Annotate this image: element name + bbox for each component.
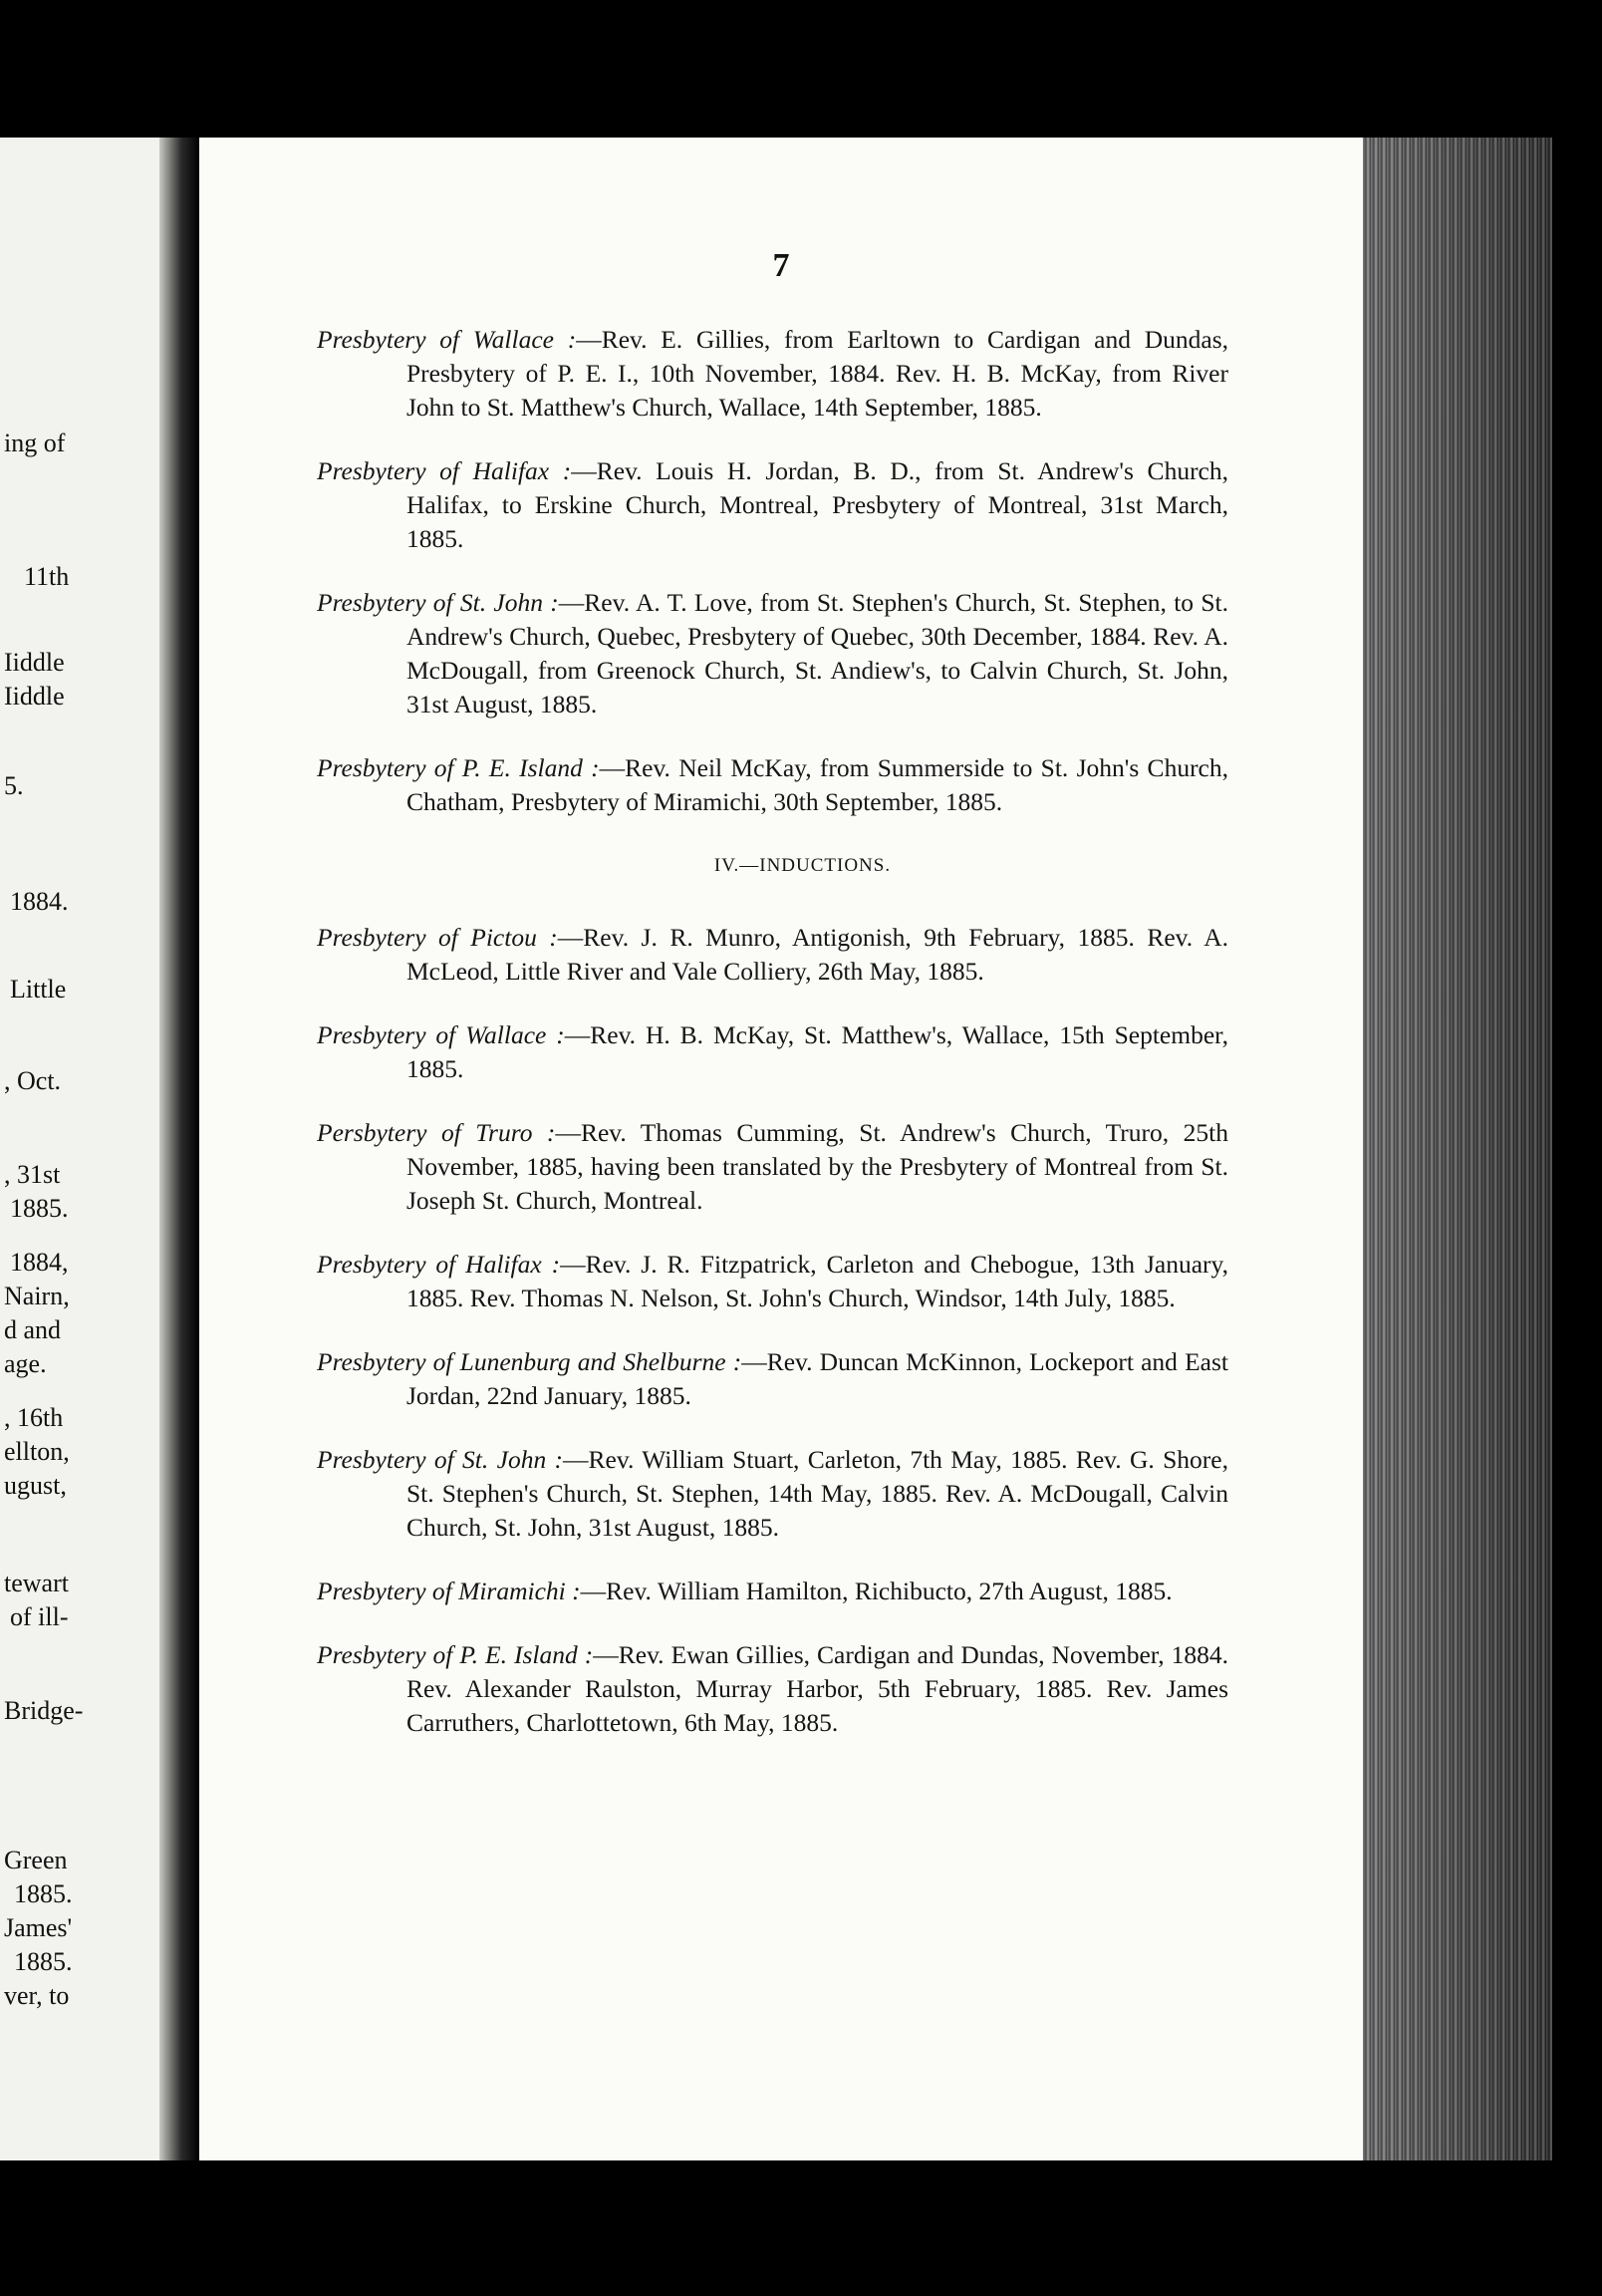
presbytery-name: Presbytery of Halifax : (317, 1250, 561, 1279)
entry-text: —Rev. William Stuart, Carleton, 7th May, 1885. Rev. G. Shore, St. Stephen's Church, St. Stephen, 14th May, 1885. Rev. A. McDougall, Calvin Church, St. John, 31st August, 1885. (406, 1445, 1228, 1542)
left-fragment: 1885. (14, 1879, 73, 1908)
entry-text: —Rev. Thomas Cumming, St. Andrew's Church, Truro, 25th November, 1885, having been translated by the Presbytery of Montreal from St. Joseph St. Church, Montreal. (406, 1118, 1228, 1215)
presbytery-name: Persbytery of Truro : (317, 1118, 556, 1147)
entry-text: —Rev. J. R. Munro, Antigonish, 9th February, 1885. Rev. A. McLeod, Little River and Vale Colliery, 26th May, 1885. (406, 923, 1228, 986)
page-body (317, 323, 1228, 1770)
book-gutter (159, 138, 199, 2160)
left-fragment: ugust, (4, 1471, 67, 1500)
left-fragment: Iiddle (4, 648, 65, 677)
left-fragment: of ill- (10, 1602, 69, 1631)
left-fragment: Nairn, (4, 1282, 70, 1310)
induction-entry (317, 1345, 1228, 1413)
left-fragment: Bridge- (4, 1696, 84, 1725)
left-fragment: Iiddle (4, 682, 65, 711)
induction-entry (317, 1575, 1228, 1608)
entry-text: —Rev. H. B. McKay, St. Matthew's, Wallace, 15th September, 1885. (406, 1020, 1228, 1083)
induction-entry (317, 921, 1228, 989)
entry-text: —Rev. William Hamilton, Richibucto, 27th August, 1885. (580, 1577, 1173, 1605)
translation-entry (317, 586, 1228, 721)
left-fragment: 11th (24, 562, 70, 591)
book-page-edges (1363, 138, 1552, 2160)
entry-text: —Rev. E. Gillies, from Earltown to Cardigan and Dundas, Presbytery of P. E. I., 10th November, 1884. Rev. H. B. McKay, from River John to St. Matthew's Church, Wallace, 14th September, 1885. (406, 325, 1229, 422)
presbytery-name: Presbytery of St. John : (317, 1445, 564, 1474)
left-fragment: , 31st (4, 1160, 61, 1189)
left-fragment: d and (4, 1315, 62, 1344)
book-page (199, 138, 1363, 2160)
presbytery-name: Presbytery of Lunenburg and Shelburne : (317, 1347, 742, 1376)
left-fragment: Green (4, 1846, 68, 1874)
presbytery-name: Presbytery of Halifax : (317, 456, 572, 485)
entry-text: —Rev. Duncan McKinnon, Lockeport and East Jordan, 22nd January, 1885. (406, 1347, 1228, 1410)
induction-entry (317, 1116, 1228, 1218)
entry-text: —Rev. Ewan Gillies, Cardigan and Dundas, November, 1884. Rev. Alexander Raulston, Murray Harbor, 5th February, 1885. Rev. James Carruthers, Charlottetown, 6th May, 1885. (406, 1640, 1229, 1737)
presbytery-name: Presbytery of Pictou : (317, 923, 558, 952)
left-fragment: ver, to (4, 1981, 70, 2010)
left-fragment: James' (4, 1913, 73, 1942)
left-fragment: 1884. (10, 887, 69, 916)
left-fragment: Little (10, 975, 67, 1004)
left-page (0, 138, 169, 2160)
presbytery-name: Presbytery of St. John : (317, 588, 559, 617)
left-fragment: 1885. (14, 1947, 73, 1976)
left-fragment: 5. (4, 771, 24, 800)
left-fragment: 1885. (10, 1194, 69, 1223)
entry-text: —Rev. Louis H. Jordan, B. D., from St. Andrew's Church, Halifax, to Erskine Church, Montreal, Presbytery of Montreal, 31st March, 1885. (406, 456, 1228, 553)
translation-entry (317, 454, 1228, 556)
left-fragment: 1884, (10, 1248, 69, 1277)
entry-text: —Rev. A. T. Love, from St. Stephen's Church, St. Stephen, to St. Andrew's Church, Quebec, Presbytery of Quebec, 30th December, 1884. Rev. A. McDougall, from Greenock Church, St. Andiew's, to Calvin Church, St. John, 31st August, 1885. (406, 588, 1228, 718)
induction-entry (317, 1248, 1228, 1315)
left-fragment: , Oct. (4, 1066, 62, 1095)
presbytery-name: Presbytery of Wallace : (317, 1020, 565, 1049)
page-number: 7 (772, 247, 790, 284)
left-fragment: , 16th (4, 1403, 64, 1432)
presbytery-name: Presbytery of P. E. Island : (317, 753, 600, 782)
induction-entry (317, 1638, 1228, 1740)
presbytery-name: Presbytery of P. E. Island : (317, 1640, 594, 1669)
entry-text: —Rev. Neil McKay, from Summerside to St. John's Church, Chatham, Presbytery of Miramichi, 30th September, 1885. (406, 753, 1228, 816)
left-fragment: age. (4, 1349, 47, 1378)
left-fragment: ing of (4, 429, 66, 457)
induction-entry (317, 1018, 1228, 1086)
induction-entry (317, 1443, 1228, 1545)
left-fragment: ellton, (4, 1437, 70, 1466)
presbytery-name: Presbytery of Wallace : (317, 325, 577, 354)
presbytery-name: Presbytery of Miramichi : (317, 1577, 581, 1605)
translation-entry (317, 751, 1228, 819)
translation-entry (317, 323, 1228, 425)
section-heading: IV.—INDUCTIONS. (713, 855, 892, 876)
left-fragment: tewart (4, 1569, 69, 1597)
entry-text: —Rev. J. R. Fitzpatrick, Carleton and Chebogue, 13th January, 1885. Rev. Thomas N. Nelson, St. John's Church, Windsor, 14th July, 1885. (406, 1250, 1228, 1312)
